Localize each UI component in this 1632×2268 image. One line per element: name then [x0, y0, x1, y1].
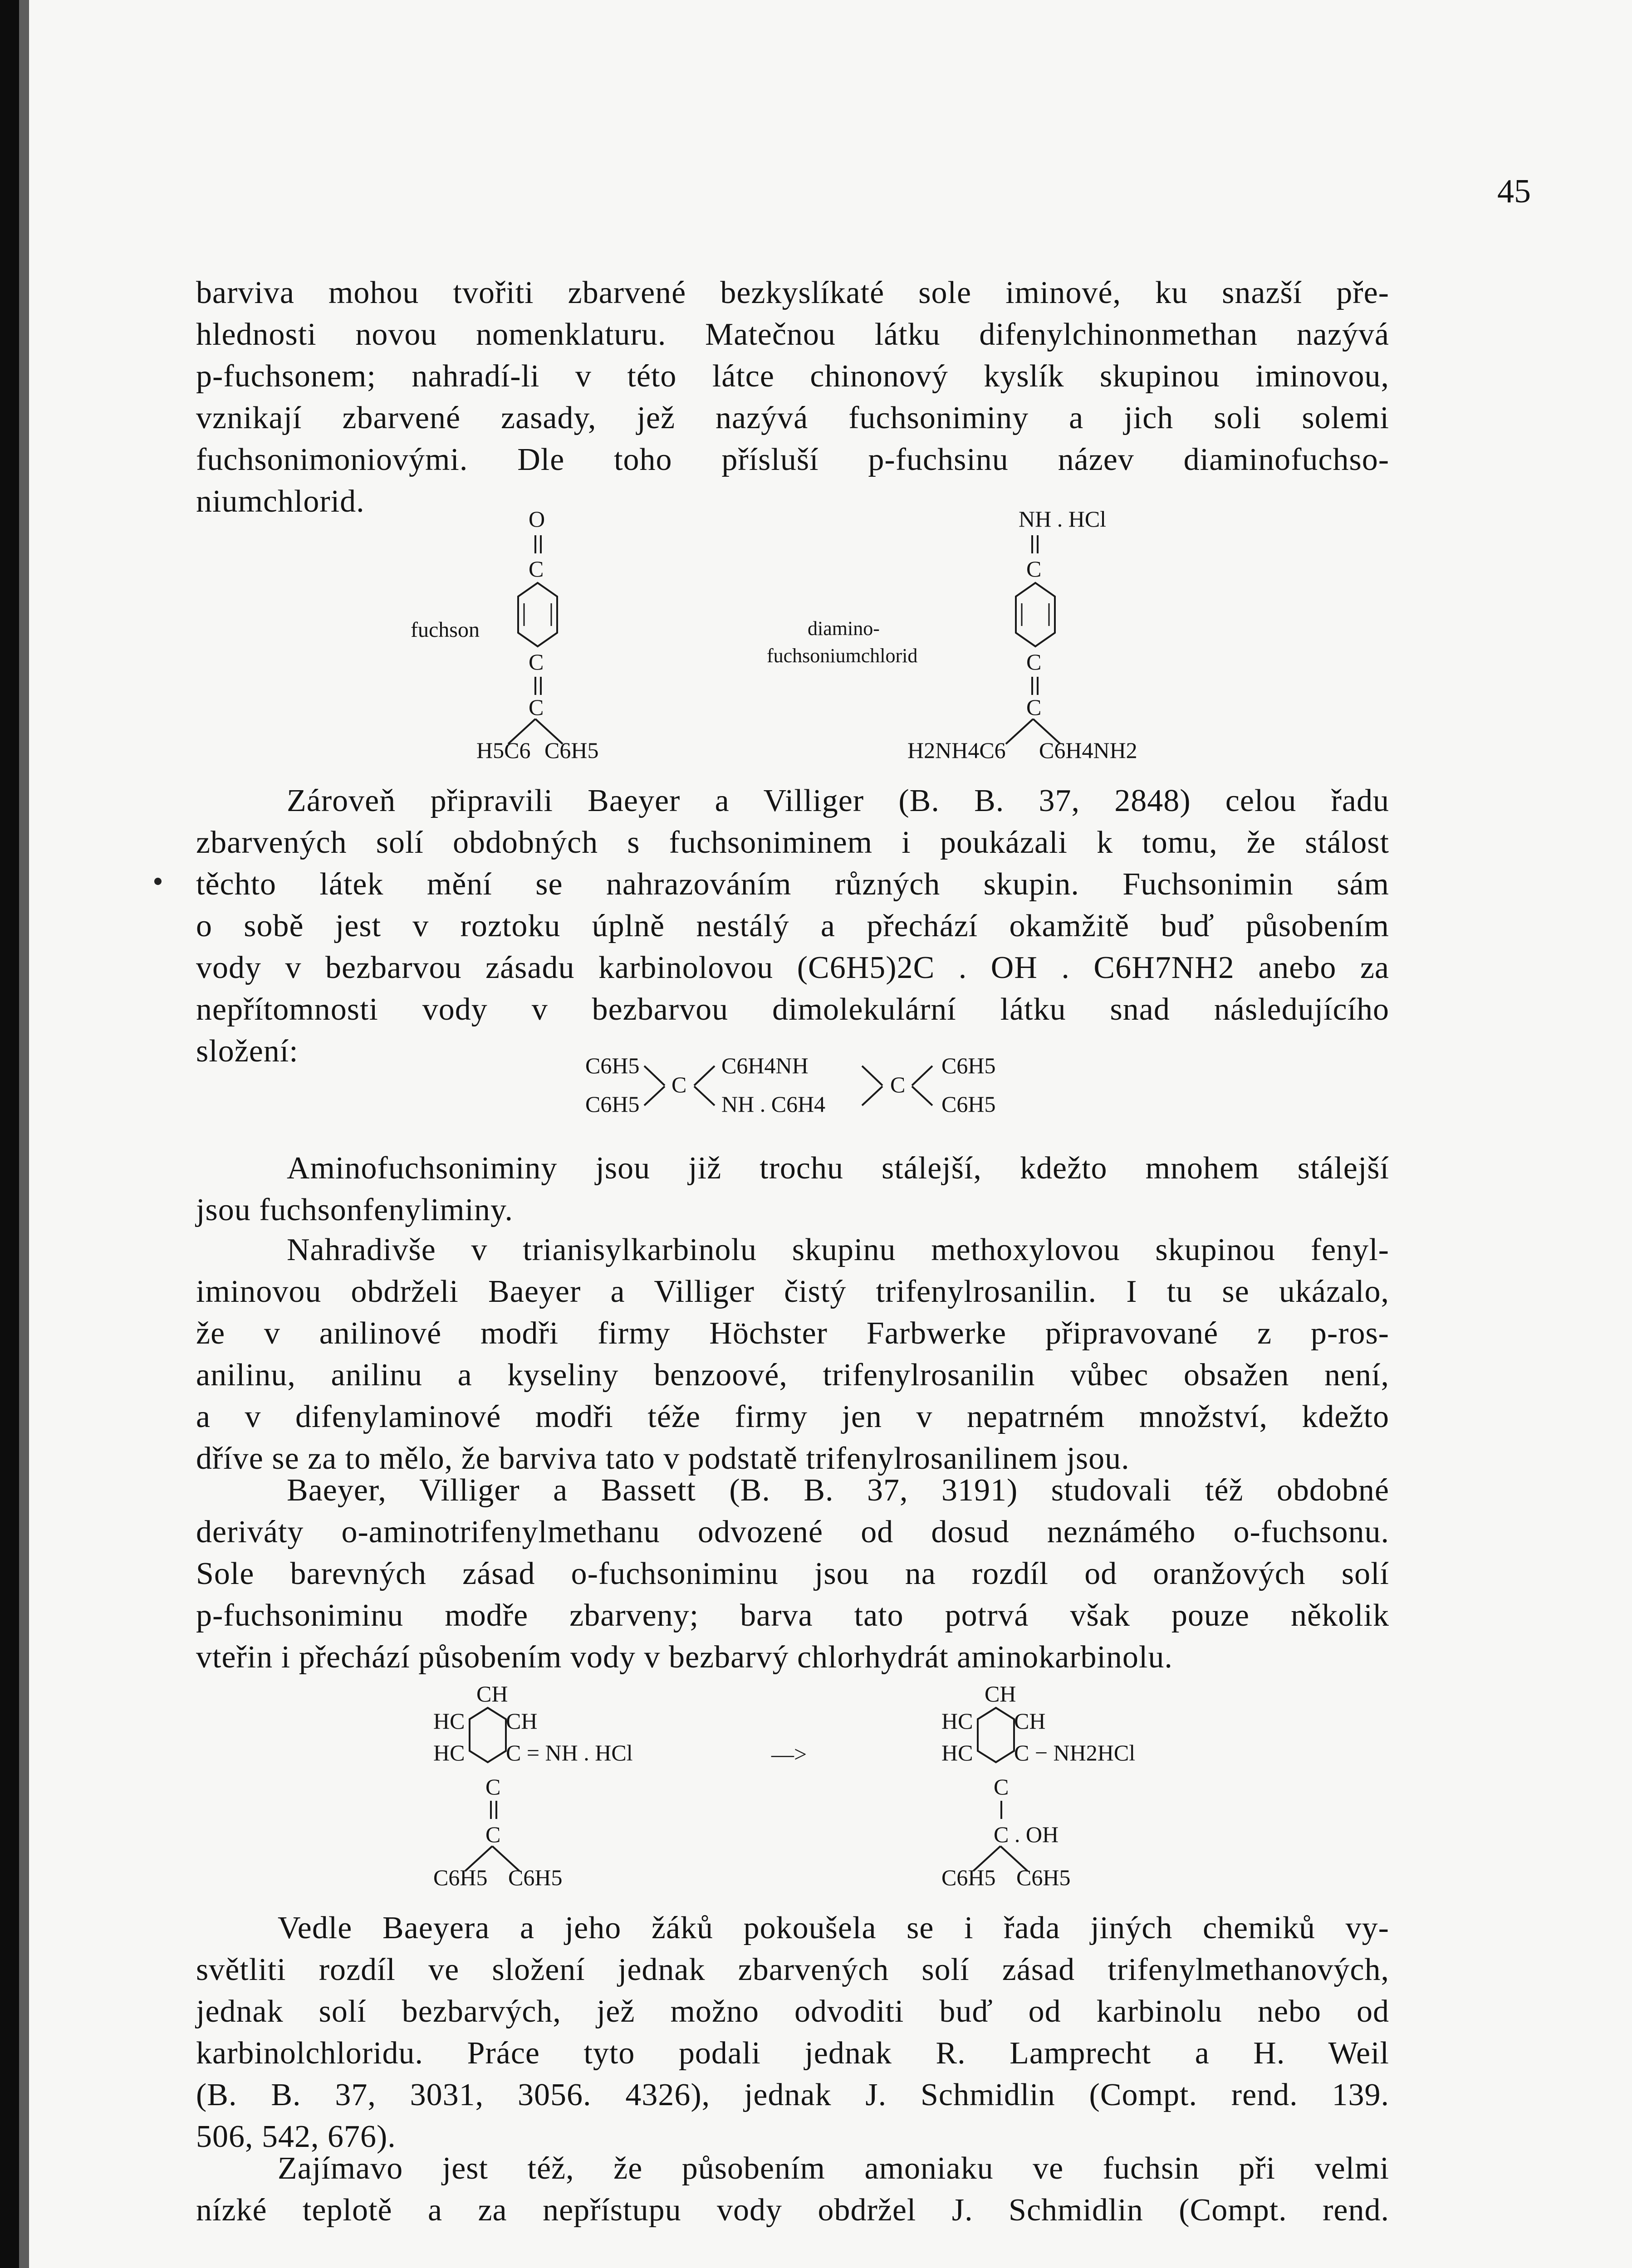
paragraph-7: [196, 2148, 1389, 2231]
formula-atom: HC: [941, 1740, 973, 1765]
formula-atom: C: [671, 1072, 687, 1097]
benzene-ring-diagram: [467, 1706, 508, 1774]
formula-atom: C: [1026, 649, 1042, 675]
formula-group: NH . C6H4: [721, 1091, 826, 1117]
formula-group: C6H5: [544, 738, 599, 763]
text-line: hlednosti novou nomenklaturu. Matečnou látku difenylchinonmethan nazývá: [196, 317, 1389, 352]
formula-group: C . OH: [994, 1822, 1059, 1847]
formula-atom: C: [994, 1774, 1009, 1799]
page-number: 45: [1497, 173, 1531, 210]
text-line: těchto látek mění se nahrazováním různých skupin. Fuchsonimin sám: [196, 867, 1389, 902]
formula-atom: HC: [433, 1740, 465, 1765]
text-line: Zajímavo jest též, že působením amoniaku ve fuchsin při velmi: [278, 2151, 1389, 2186]
formula-group: C = NH . HCl: [506, 1740, 633, 1765]
formula-group: C6H5: [585, 1053, 640, 1078]
text-line: vody v bezbarvou zásadu karbinolovou (C6H5)2C . OH . C6H7NH2 anebo za: [196, 950, 1389, 985]
reaction-arrow: —>: [771, 1741, 807, 1767]
text-line: iminovou obdrželi Baeyer a Villiger čistý trifenylrosanilin. I tu se ukázalo,: [196, 1274, 1389, 1309]
text-line: deriváty o-aminotrifenylmethanu odvozené od dosud neznámého o-fuchsonu.: [196, 1515, 1389, 1549]
text-line: (B. B. 37, 3031, 3056. 4326), jednak J. Schmidlin (Compt. rend. 139.: [196, 2077, 1389, 2112]
bond-lines: [644, 1064, 671, 1109]
text-line: o sobě jest v roztoku úplně nestálý a přechází okamžitě buď působením: [196, 909, 1389, 943]
text-line: vteřin i přechází působením vody v bezbarvý chlorhydrát aminokarbinolu.: [196, 1640, 1173, 1675]
formula-group: C6H5: [585, 1091, 640, 1117]
paragraph-6: [196, 1907, 1389, 2158]
formula-group: C6H5: [941, 1865, 996, 1890]
formula-group: C6H5: [1016, 1865, 1071, 1890]
formula-atom: C: [890, 1072, 906, 1097]
bond-lines: [910, 1064, 937, 1109]
paragraph-3: [196, 1148, 1389, 1231]
text-line: že v anilinové modři firmy Höchster Farbwerke připravované z p-ros-: [196, 1316, 1389, 1351]
text-line: anilinu, anilinu a kyseliny benzoové, trifenylrosanilin vůbec obsažen není,: [196, 1358, 1389, 1393]
paragraph-2: [196, 780, 1389, 1072]
formula-group: H5C6: [476, 738, 531, 763]
text-line: Aminofuchsoniminy jsou již trochu stálejší, kdežto mnohem stálejší: [287, 1151, 1389, 1186]
formula-atom: CH: [476, 1681, 508, 1706]
text-line: niumchlorid.: [196, 484, 365, 519]
formula-group: C6H5: [941, 1091, 996, 1117]
formula-group: C6H5: [433, 1865, 488, 1890]
text-line: p-fuchsoniminu modře zbarveny; barva tato potrvá však pouze několik: [196, 1598, 1389, 1633]
formula-atom: CH: [985, 1681, 1016, 1706]
text-line: světliti rozdíl ve složení jednak zbarvených solí zásad trifenylmethanových,: [196, 1952, 1389, 1987]
text-line: zbarvených solí obdobných s fuchsoniminem i poukázali k tomu, že stálost: [196, 825, 1389, 860]
text-line: dříve se za to mělo, že barviva tato v podstatě trifenylrosanilinem jsou.: [196, 1441, 1130, 1476]
text-line: nízké teplotě a za nepřístupu vody obdržel J. Schmidlin (Compt. rend.: [196, 2193, 1389, 2228]
text-line: složení:: [196, 1034, 299, 1069]
paragraph-5: [196, 1470, 1389, 1678]
formula-atom: C: [529, 694, 544, 720]
formula-group: C − NH2HCl: [1014, 1740, 1136, 1765]
paragraph-1: [196, 272, 1389, 523]
text-line: fuchsonimoniovými. Dle toho přísluší p-fuchsinu název diaminofuchso-: [196, 442, 1389, 477]
book-spine-edge: [19, 0, 29, 2268]
formula-atom: C: [1026, 556, 1042, 582]
text-line: karbinolchloridu. Práce tyto podali jednak R. Lamprecht a H. Weil: [196, 2036, 1389, 2071]
formula-label: fuchson: [411, 618, 480, 642]
formula-group: C6H5: [941, 1053, 996, 1078]
formula-label: diamino-: [808, 617, 880, 640]
formula-atom: NH . HCl: [1019, 506, 1107, 532]
formula-atom: O: [529, 506, 545, 532]
text-line: vznikají zbarvené zasady, jež nazývá fuchsoniminy a jich soli solemi: [196, 401, 1389, 435]
text-line: Vedle Baeyera a jeho žáků pokoušela se i řada jiných chemiků vy-: [278, 1911, 1389, 1945]
bond-lines: [862, 1064, 889, 1109]
text-line: 506, 542, 676).: [196, 2119, 396, 2154]
bond-lines: [692, 1064, 719, 1109]
text-line: Zároveň připravili Baeyer a Villiger (B. B. 37, 2848) celou řadu: [287, 783, 1389, 818]
margin-mark: [154, 878, 162, 885]
formula-group: C6H4NH2: [1039, 738, 1137, 763]
formula-atom: C: [485, 1822, 501, 1847]
book-spine-shadow: [0, 0, 19, 2268]
text-line: barviva mohou tvořiti zbarvené bezkyslíkaté sole iminové, ku snazší pře-: [196, 275, 1389, 310]
formula-atom: HC: [941, 1708, 973, 1734]
text-line: Baeyer, Villiger a Bassett (B. B. 37, 3191) studovali též obdobné: [287, 1473, 1389, 1508]
benzene-ring-diagram: [1015, 583, 1056, 651]
formula-atom: C: [1026, 694, 1042, 720]
text-line: p-fuchsonem; nahradí-li v této látce chinonový kyslík skupinou iminovou,: [196, 359, 1389, 394]
formula-atom: C: [529, 556, 544, 582]
formula-atom: CH: [1014, 1708, 1046, 1734]
text-line: a v difenylaminové modři téže firmy jen v nepatrném množství, kdežto: [196, 1399, 1389, 1434]
paragraph-4: [196, 1229, 1389, 1480]
formula-group: C6H5: [508, 1865, 563, 1890]
text-line: Nahradivše v trianisylkarbinolu skupinu methoxylovou skupinou fenyl-: [287, 1232, 1389, 1267]
formula-atom: HC: [433, 1708, 465, 1734]
benzene-ring-diagram: [517, 583, 558, 651]
benzene-ring-diagram: [975, 1706, 1016, 1774]
formula-group: C6H4NH: [721, 1053, 809, 1078]
text-line: jsou fuchsonfenyliminy.: [196, 1193, 513, 1227]
formula-atom: C: [529, 649, 544, 675]
formula-group: H2NH4C6: [907, 738, 1006, 763]
formula-label: fuchsoniumchlorid: [767, 645, 918, 667]
text-line: nepřítomnosti vody v bezbarvou dimolekulární látku snad následujícího: [196, 992, 1389, 1027]
text-line: jednak solí bezbarvých, jež možno odvoditi buď od karbinolu nebo od: [196, 1994, 1389, 2029]
formula-atom: C: [485, 1774, 501, 1799]
formula-atom: CH: [506, 1708, 538, 1734]
text-line: Sole barevných zásad o-fuchsoniminu jsou na rozdíl od oranžových solí: [196, 1556, 1389, 1591]
